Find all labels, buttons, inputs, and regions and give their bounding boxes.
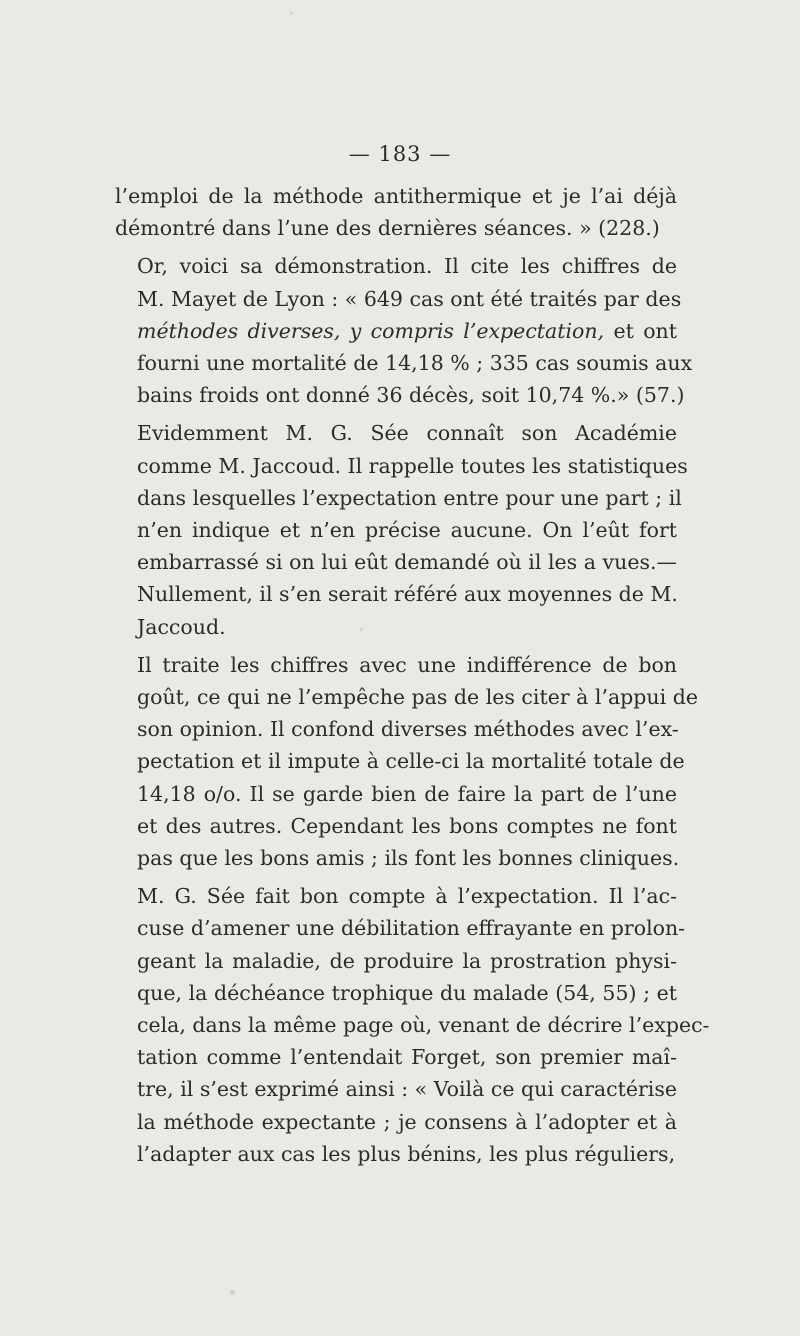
text-run: n’en indique et n’en précise aucune. On l’eût fort <box>137 518 677 543</box>
text-line <box>115 945 677 977</box>
text-run: comme M. Jaccoud. Il rappelle toutes les statistiques <box>137 453 688 478</box>
text-run: M. G. Sée fait bon compte à l’expectation. Il l’ac- <box>137 884 677 909</box>
text-line <box>115 977 677 1009</box>
text-run: Il traite les chiffres avec une indifférence de bon <box>137 652 677 677</box>
paragraph <box>115 250 693 411</box>
text-line <box>115 450 688 482</box>
text-run: son opinion. Il confond diverses méthodes avec l’ex- <box>137 717 679 742</box>
text-run: tation comme l’entendait Forget, son premier maî- <box>137 1045 677 1070</box>
text-run: pas que les bons amis ; ils font les bonnes cliniques. <box>137 846 680 871</box>
paragraph <box>115 880 710 1170</box>
text-run: Evidemment M. G. Sée connaît son Académie <box>137 421 677 446</box>
text-line <box>115 1009 710 1041</box>
text-line <box>115 649 677 681</box>
text-line <box>115 745 685 777</box>
text-line <box>115 250 677 282</box>
text-line <box>115 713 677 745</box>
text-run: fourni une mortalité de 14,18 % ; 335 cas soumis aux <box>137 351 693 376</box>
text-run: l’adapter aux cas les plus bénins, les plus réguliers, <box>137 1141 676 1166</box>
text-line <box>115 514 677 546</box>
text-line <box>115 315 677 347</box>
text-run: que, la déchéance trophique du malade (54, 55) ; et <box>137 980 677 1005</box>
text-run: Nullement, il s’en serait référé aux moyennes de M. <box>137 582 678 607</box>
text-line <box>115 578 677 610</box>
text-run: bains froids ont donné 36 décès, soit 10,74 %.» (57.) <box>137 383 685 408</box>
text-line <box>115 180 677 212</box>
text-run: et ont <box>604 318 677 343</box>
text-line <box>115 546 677 578</box>
text-run: démontré dans l’une des dernières séances. » (228.) <box>115 216 660 241</box>
paper-speck <box>360 628 363 631</box>
text-line <box>115 912 686 944</box>
text-run: 14,18 o/o. Il se garde bien de faire la part de l’une <box>137 781 677 806</box>
text-line <box>115 379 685 411</box>
page-number: — 183 — <box>348 142 452 166</box>
text-line <box>115 880 677 912</box>
text-line <box>115 1138 677 1170</box>
text-run: la méthode expectante ; je consens à l’adopter et à <box>137 1109 677 1134</box>
text-run: embarrassé si on lui eût demandé où il les a vues.— <box>137 550 677 575</box>
text-run: geant la maladie, de produire la prostration physi- <box>137 948 677 973</box>
paragraph <box>115 180 677 244</box>
text-run: Or, voici sa démonstration. Il cite les chiffres de <box>137 254 677 279</box>
text-run: pectation et il impute à celle-ci la mortalité totale de <box>137 749 685 774</box>
paper-speck <box>290 12 293 15</box>
text-run: Jaccoud. <box>137 614 226 639</box>
text-line <box>115 417 677 449</box>
text-line <box>115 212 677 244</box>
text-line <box>115 1041 677 1073</box>
paragraph <box>115 417 688 642</box>
text-line <box>115 611 677 643</box>
text-line <box>115 681 698 713</box>
text-run: et des autres. Cependant les bons comptes ne font <box>137 813 677 838</box>
text-line <box>115 482 682 514</box>
paragraph <box>115 649 698 874</box>
text-line <box>115 283 682 315</box>
text-run: M. Mayet de Lyon : « 649 cas ont été traités par des <box>137 286 682 311</box>
text-run: cuse d’amener une débilitation effrayante en prolon- <box>137 916 686 941</box>
text-run: cela, dans la même page où, venant de décrire l’expec- <box>137 1013 710 1038</box>
text-line <box>115 778 677 810</box>
text-line <box>115 1106 677 1138</box>
text-run: tre, il s’est exprimé ainsi : « Voilà ce qui caractérise <box>137 1077 677 1102</box>
text-run: goût, ce qui ne l’empêche pas de les citer à l’appui de <box>137 685 698 710</box>
text-line <box>115 347 693 379</box>
text-line <box>115 842 680 874</box>
text-run: dans lesquelles l’expectation entre pour une part ; il <box>137 485 682 510</box>
paper-speck <box>230 1290 235 1295</box>
body-text <box>115 180 710 1170</box>
text-run: l’emploi de la méthode antithermique et je l’ai déjà <box>115 184 677 208</box>
text-line <box>115 1073 677 1105</box>
italic-text: méthodes diverses, y compris l’expectation, <box>137 318 605 343</box>
text-line <box>115 810 677 842</box>
